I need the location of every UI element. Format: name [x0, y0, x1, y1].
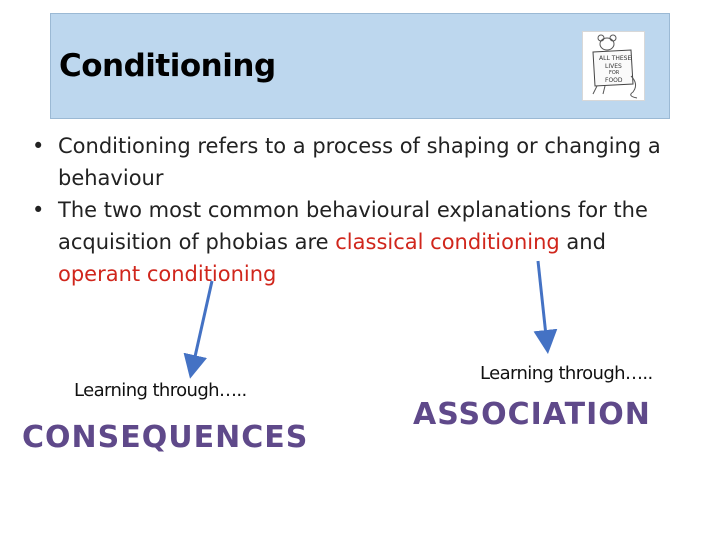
- classical-conditioning-highlight: classical conditioning: [335, 230, 560, 254]
- bullet-dot: •: [32, 198, 45, 222]
- consequences-label: CONSEQUENCES: [22, 420, 309, 455]
- bullet-text: Conditioning refers to a process of shaping or changing a behaviour: [58, 134, 661, 190]
- svg-text:FOR: FOR: [609, 70, 620, 76]
- left-arrow: [192, 281, 212, 370]
- svg-text:FOOD: FOOD: [605, 77, 623, 84]
- operant-conditioning-highlight: operant conditioning: [58, 262, 277, 286]
- left-branch-caption: Learning through…..: [74, 380, 247, 401]
- slide-title: Conditioning: [59, 48, 276, 84]
- right-arrow: [538, 261, 547, 345]
- svg-text:ALL THESE: ALL THESE: [599, 55, 632, 62]
- bullet-text-join: and: [559, 230, 606, 254]
- svg-text:LIVES: LIVES: [605, 63, 622, 70]
- right-branch-caption: Learning through…..: [480, 363, 653, 384]
- bullet-dot: •: [32, 134, 45, 158]
- bullet-text: The two most common behavioural explanations for the acquisition of phobias are: [58, 198, 648, 254]
- association-label: ASSOCIATION: [413, 397, 651, 432]
